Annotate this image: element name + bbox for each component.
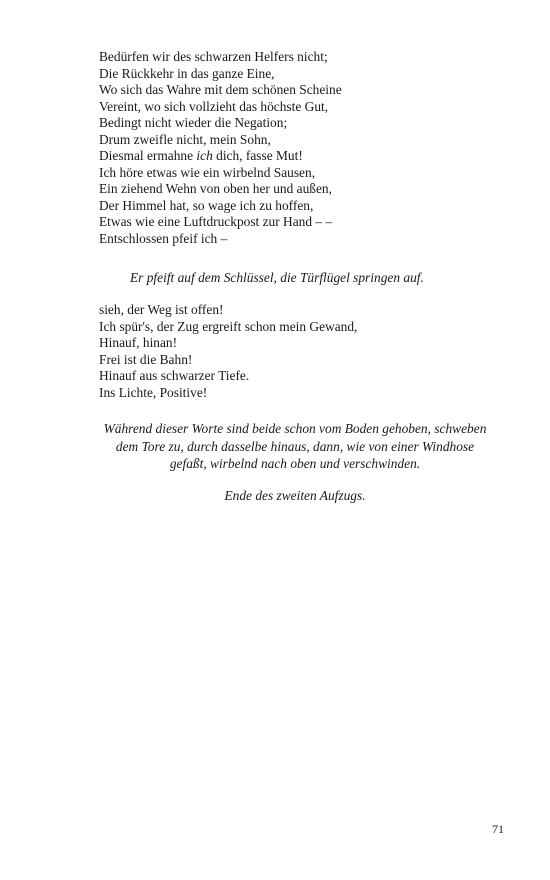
verse-line: Ich spür's, der Zug ergreift schon mein Gewand, — [99, 318, 358, 334]
page-number: 71 — [492, 822, 504, 836]
verse-line: Ich höre etwas wie ein wirbelnd Sausen, — [99, 164, 316, 180]
verse-line: Drum zweifle nicht, mein Sohn, — [99, 131, 271, 147]
verse-stanza-2 — [99, 302, 519, 401]
verse-line-start: Diesmal ermahne — [99, 148, 197, 164]
stage-direction-line: dem Tore zu, durch dasselbe hinaus, dann, wie von einer Windhose — [115, 438, 475, 454]
closing-stage-direction — [60, 420, 530, 473]
verse-line: Bedingt nicht wieder die Negation; — [99, 115, 288, 131]
verse-line: Bedürfen wir des schwarzen Helfers nicht; — [99, 49, 328, 64]
verse-line: Hinauf, hinan! — [99, 335, 178, 351]
verse-line — [99, 148, 519, 165]
act-end-note: Ende des zweiten Aufzugs. — [224, 488, 366, 503]
verse-line: Etwas wie eine Luftdruckpost zur Hand – – — [99, 214, 333, 230]
verse-line: Die Rückkehr in das ganze Eine, — [99, 65, 275, 81]
verse-line: Wo sich das Wahre mit dem schönen Scheine — [99, 82, 342, 98]
verse-line: Ins Lichte, Positive! — [99, 384, 208, 400]
stage-direction-line: Während dieser Worte sind beide schon vom Boden gehoben, schweben — [103, 421, 487, 436]
emphasized-word: ich — [196, 148, 213, 164]
verse-line: Frei ist die Bahn! — [99, 351, 193, 367]
stage-direction: Er pfeift auf dem Schlüssel, die Türflügel springen auf. — [130, 270, 424, 285]
verse-stanza-1 — [99, 49, 519, 248]
verse-line: Ein ziehend Wehn von oben her und außen, — [99, 181, 332, 197]
verse-line: Entschlossen pfeif ich – — [99, 231, 228, 247]
stage-direction-line: gefaßt, wirbelnd nach oben und verschwinden. — [169, 456, 421, 471]
verse-line: Vereint, wo sich vollzieht das höchste Gut, — [99, 98, 329, 114]
verse-line-end: dich, fasse Mut! — [212, 148, 303, 164]
verse-line: Der Himmel hat, so wage ich zu hoffen, — [99, 197, 314, 213]
verse-line: Hinauf aus schwarzer Tiefe. — [99, 368, 250, 384]
verse-line: sieh, der Weg ist offen! — [99, 302, 224, 317]
